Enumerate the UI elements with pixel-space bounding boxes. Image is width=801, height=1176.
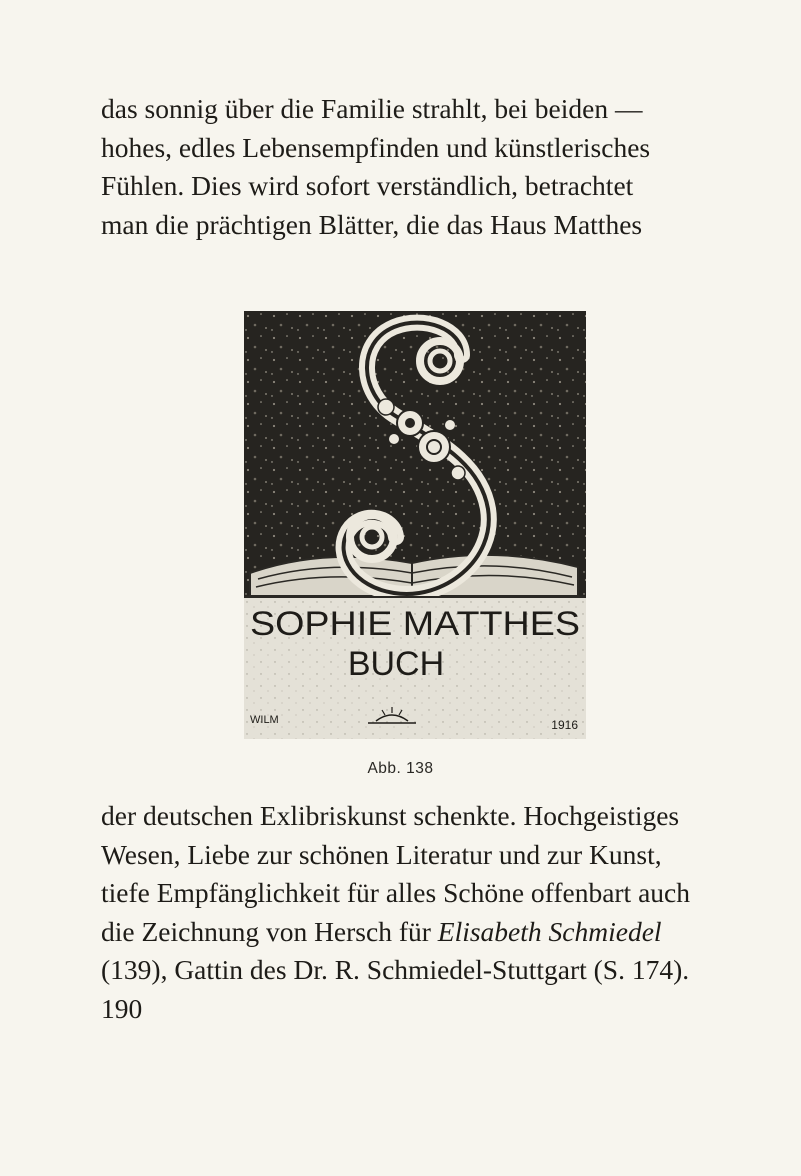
text-line: Wesen, Liebe zur schönen Literatur und zur Kunst, bbox=[101, 838, 662, 870]
bookplate-word: BUCH bbox=[347, 645, 445, 683]
bookplate-name: SOPHIE MATTHES bbox=[250, 605, 580, 643]
italic-name: Elisabeth Schmiedel bbox=[437, 915, 662, 947]
figure-caption: Abb. 138 bbox=[367, 760, 434, 777]
text-line: Fühlen. Dies wird sofort verständlich, betrachtet bbox=[101, 170, 634, 201]
text-line: das sonnig über die Familie strahlt, bei beiden — bbox=[101, 93, 643, 124]
paragraph-bottom bbox=[101, 797, 737, 990]
line-text: die Zeichnung von Hersch für bbox=[101, 915, 438, 947]
text-line: (139), Gattin des Dr. R. Schmiedel-Stuttgart (S. 174). bbox=[101, 954, 690, 985]
text-line: hohes, edles Lebensempfinden und künstlerisches bbox=[101, 131, 651, 163]
paragraph-top bbox=[101, 90, 737, 244]
bookplate-illustration bbox=[244, 311, 586, 739]
text-line: tiefe Empfänglichkeit für alles Schöne offenbart auch bbox=[101, 877, 690, 908]
artist-mark: WILM bbox=[250, 714, 279, 726]
year-mark: 1916 bbox=[551, 718, 578, 732]
page-number: 190 bbox=[101, 993, 143, 1024]
text-line: man die prächtigen Blätter, die das Haus Matthes bbox=[101, 208, 643, 240]
text-line bbox=[101, 913, 737, 952]
text-line: der deutschen Exlibriskunst schenkte. Hochgeistiges bbox=[101, 800, 680, 831]
